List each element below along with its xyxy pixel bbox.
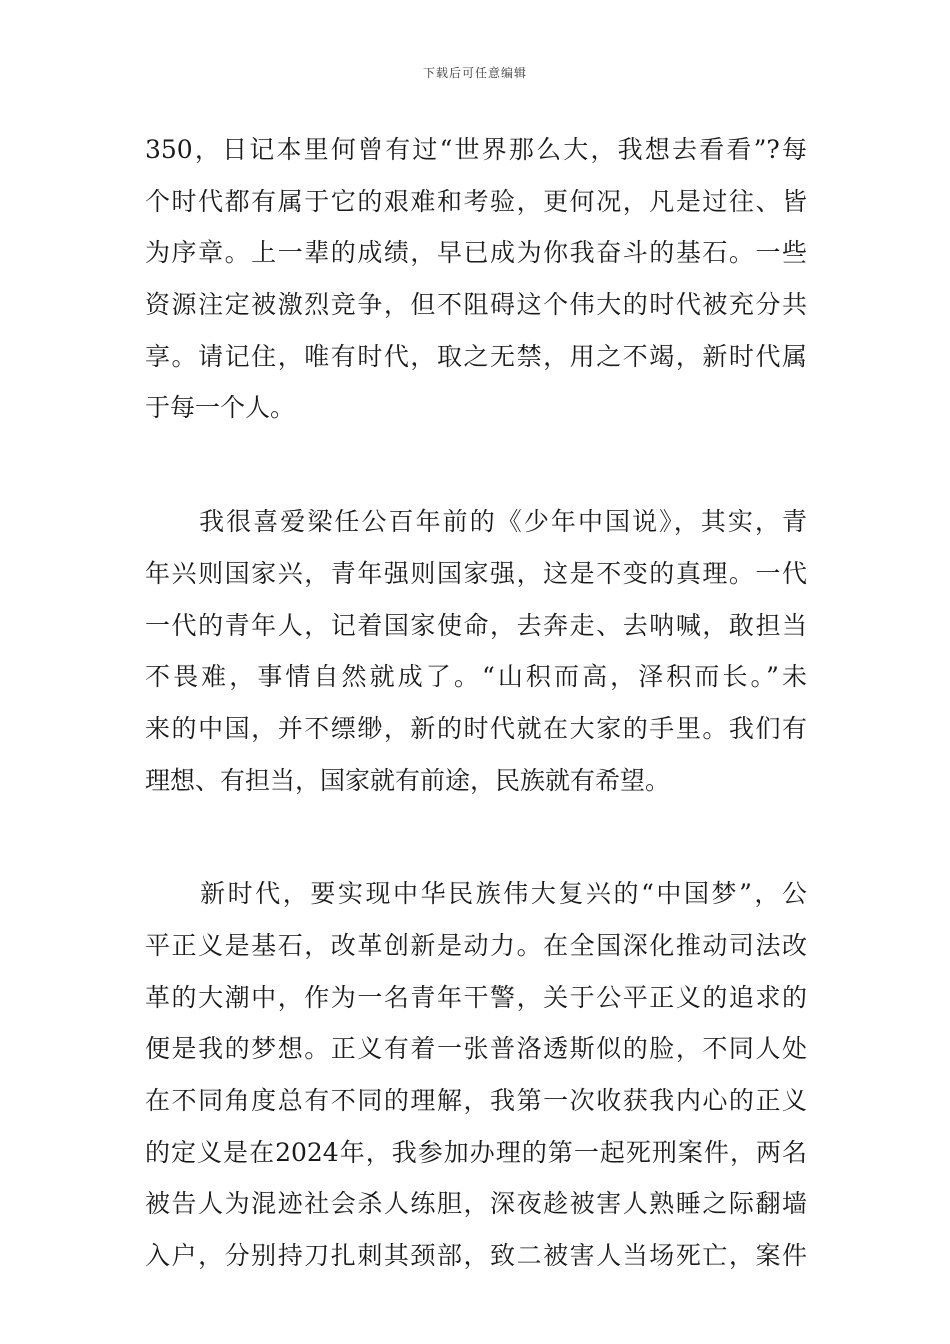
text-line: 350，日记本里何曾有过“世界那么大，我想去看看”?每: [145, 135, 807, 164]
text-line: 被告人为混迹社会杀人练胆，深夜趁被害人熟睡之际翻墙: [145, 1189, 807, 1219]
text-line: 新时代，要实现中华民族伟大复兴的“中国梦”，公: [145, 879, 807, 909]
text-line: 不畏难，事情自然就成了。“山积而高，泽积而长。”未: [145, 662, 807, 692]
text-line: 理想、有担当，国家就有前途，民族就有希望。: [145, 765, 671, 795]
text-line: 享。请记住，唯有时代，取之无禁，用之不竭，新时代属: [145, 341, 807, 371]
paragraph-spacer: [145, 806, 807, 868]
paragraph-spacer: [145, 434, 807, 496]
page-header: 下载后可任意编辑: [422, 66, 527, 80]
text-line: 为序章。上一辈的成绩，早已成为你我奋斗的基石。一些: [145, 238, 807, 268]
text-line: 革的大潮中，作为一名青年干警，关于公平正义的追求的: [145, 982, 807, 1012]
text-line: 一代的青年人，记着国家使命，去奔走、去呐喊，敢担当: [145, 610, 807, 640]
text-line: 便是我的梦想。正义有着一张普洛透斯似的脸，不同人处: [145, 1034, 807, 1064]
text-line: 在不同角度总有不同的理解，我第一次收获我内心的正义: [145, 1086, 807, 1115]
text-line: 来的中国，并不缥缈，新的时代就在大家的手里。我们有: [145, 713, 807, 743]
text-line: 个时代都有属于它的艰难和考验，更何况，凡是过往、皆: [145, 186, 807, 216]
text-line: 平正义是基石，改革创新是动力。在全国深化推动司法改: [145, 930, 807, 960]
paragraph-2: [145, 496, 807, 806]
document-body: [145, 124, 807, 1282]
text-line: 于每一个人。: [145, 393, 296, 423]
paragraph-1: [145, 124, 807, 434]
text-line: 入户，分别持刀扎刺其颈部，致二被害人当场死亡，案件: [145, 1241, 807, 1271]
text-line: 年兴则国家兴，青年强则国家强，这是不变的真理。一代: [145, 558, 807, 588]
text-line: 的定义是在2024年，我参加办理的第一起死刑案件，两名: [145, 1137, 807, 1167]
text-line: 资源注定被激烈竞争，但不阻碍这个伟大的时代被充分共: [145, 290, 807, 320]
text-line: 我很喜爱梁任公百年前的《少年中国说》，其实，青: [145, 507, 807, 537]
paragraph-3: [145, 868, 807, 1282]
